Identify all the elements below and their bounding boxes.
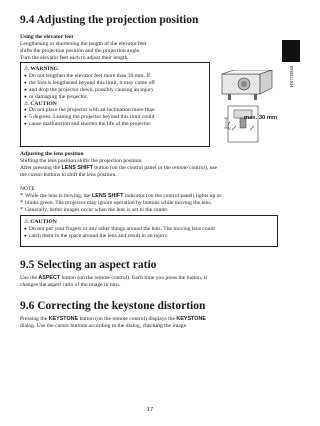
lens-shift-indicator-keyword: LENS SHIFT [91,193,124,199]
lens-position-title: Adjusting the lens position [20,151,84,157]
language-tab-label: ENGLISH [289,66,294,88]
keystone-keyword-2: KEYSTONE [176,316,206,322]
keystone-keyword: KEYSTONE [48,316,79,322]
aspect-text: Use the ASPECT button (on the remote control). Each time you press the button, it changes the aspect ratio of the image in turn. [20,275,207,288]
warning-icon: ⚠ [24,66,29,72]
language-tab [282,40,300,62]
projector-illustration [214,70,294,150]
page-number: 17 [146,407,154,413]
caution-icon: ⚠ [24,100,29,107]
section-heading-9-5: 9.5 Selecting an aspect ratio [20,259,157,271]
lens-shift-keyword: LENS SHIFT [61,164,93,171]
section-heading-9-4: 9.4 Adjusting the projection position [20,14,199,26]
lens-position-text: Shifting the lens position shifts the projection position. After pressing the LENS SHIFT button (on the control panel or the remote control), use the cursor buttons to shift the lens position. [20,158,218,178]
section-heading-9-6: 9.6 Correcting the keystone distortion [20,300,206,312]
projector-elevator-figure [214,70,294,150]
caution-icon-2: ⚠ [24,219,29,225]
elevator-feet-title: Using the elevator feet [20,34,74,40]
lens-caution-content: ⚠ CAUTION ● Do not put your fingers or any other things around the lens. The moving lens could ● catch them in the space around the lens and result in an injury. [24,219,274,240]
note-text: * While the lens is moving, the LENS SHIFT indicator (on the control panel) lights up or * blinks green. The projector may ignore operation by buttons while moving the lens. * Generally, better images occur when the lens is set to the center. [20,193,282,214]
max-30mm-label: max. 30 mm [244,115,278,121]
warning-content: ⚠ WARNING ● Do not lengthen the elevator feet more than 30 mm. If ● the foot is lengthened beyond this limit, it may come off ● and drop the projector down, possibly causing an injury ● or damaging the projector. ⚠ CAUTION ● Do not place the projector with an inclination more than ● 5 degrees. Leaning the projector beyond this limit could ● cause malfunction and shorten the life of the projector. [24,66,206,128]
elevator-feet-text: Lengthening or shortening the length of the elevator feet shifts the projection position and the projection angle. Turn the elevator feet each to adjust their length. [20,41,147,61]
note-title: NOTE [20,186,35,192]
aspect-keyword: ASPECT [38,275,61,281]
keystone-text: Pressing the KEYSTONE button (on the remote control) displays the KEYSTONE dialog. Use the cursor buttons according to the dialog, checking the image. [20,316,206,329]
